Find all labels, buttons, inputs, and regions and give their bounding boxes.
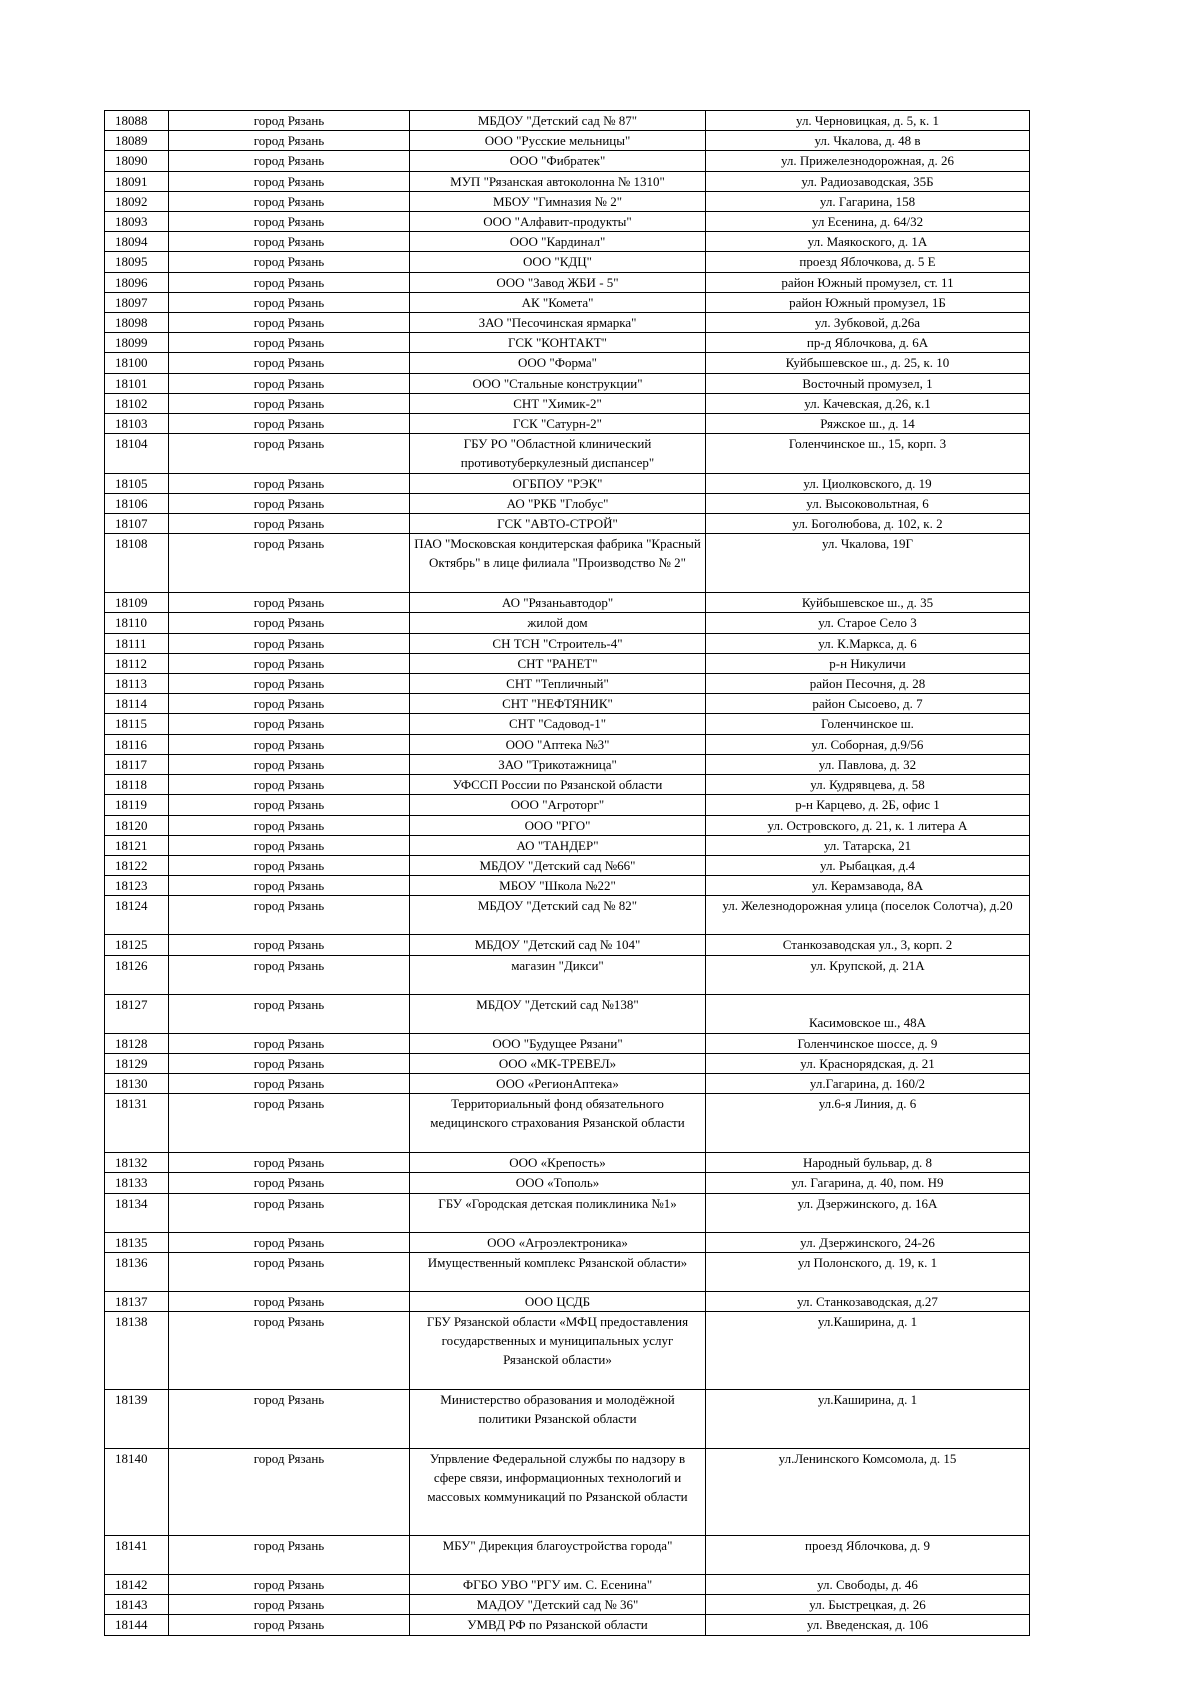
row-number-cell: 18137 [105, 1291, 169, 1311]
table-row [105, 212, 1030, 232]
city-cell: город Рязань [169, 1173, 410, 1193]
table-row [105, 292, 1030, 312]
organization-cell: ООО «МК-ТРЕВЕЛ» [410, 1053, 706, 1073]
organization-cell: ООО «Тополь» [410, 1173, 706, 1193]
city-cell: город Рязань [169, 353, 410, 373]
records-table-body [105, 111, 1030, 1636]
row-number-cell: 18143 [105, 1595, 169, 1615]
address-cell: ул. Крупской, д. 21А [706, 955, 1030, 994]
row-number-cell: 18120 [105, 815, 169, 835]
address-cell: Голенчинское ш., 15, корп. 3 [706, 434, 1030, 473]
row-number-cell: 18114 [105, 694, 169, 714]
city-cell: город Рязань [169, 313, 410, 333]
organization-cell: ООО "Агроторг" [410, 795, 706, 815]
address-cell: ул.Каширина, д. 1 [706, 1311, 1030, 1389]
address-cell: Касимовское ш., 48А [706, 994, 1030, 1033]
table-row [105, 434, 1030, 473]
organization-cell: ООО "Русские мельницы" [410, 131, 706, 151]
address-cell: Станкозаводская ул., 3, корп. 2 [706, 935, 1030, 955]
organization-cell: Министерство образования и молодёжной политики Рязанской области [410, 1389, 706, 1448]
city-cell: город Рязань [169, 171, 410, 191]
address-cell: ул. Станкозаводская, д.27 [706, 1291, 1030, 1311]
organization-cell: жилой дом [410, 613, 706, 633]
row-number-cell: 18096 [105, 272, 169, 292]
address-cell: район Южный промузел, ст. 11 [706, 272, 1030, 292]
table-row [105, 674, 1030, 694]
row-number-cell: 18117 [105, 754, 169, 774]
row-number-cell: 18099 [105, 333, 169, 353]
city-cell: город Рязань [169, 1595, 410, 1615]
city-cell: город Рязань [169, 876, 410, 896]
address-cell: ул. Чкалова, д. 48 в [706, 131, 1030, 151]
organization-cell: Имущественный комплекс Рязанской области» [410, 1252, 706, 1291]
row-number-cell: 18134 [105, 1193, 169, 1232]
city-cell: город Рязань [169, 674, 410, 694]
row-number-cell: 18139 [105, 1389, 169, 1448]
row-number-cell: 18119 [105, 795, 169, 815]
organization-cell: МБДОУ "Детский сад № 104" [410, 935, 706, 955]
table-row [105, 633, 1030, 653]
row-number-cell: 18095 [105, 252, 169, 272]
address-cell: ул. Прижелезнодорожная, д. 26 [706, 151, 1030, 171]
row-number-cell: 18130 [105, 1073, 169, 1093]
organization-cell: МБДОУ "Детский сад № 82" [410, 896, 706, 935]
table-row [105, 694, 1030, 714]
table-row [105, 1232, 1030, 1252]
city-cell: город Рязань [169, 1153, 410, 1173]
address-cell: ул. Островского, д. 21, к. 1 литера А [706, 815, 1030, 835]
city-cell: город Рязань [169, 1033, 410, 1053]
table-row [105, 493, 1030, 513]
row-number-cell: 18128 [105, 1033, 169, 1053]
table-row [105, 1595, 1030, 1615]
table-row [105, 131, 1030, 151]
row-number-cell: 18138 [105, 1311, 169, 1389]
organization-cell: МБДОУ "Детский сад №66" [410, 855, 706, 875]
city-cell: город Рязань [169, 1615, 410, 1635]
row-number-cell: 18118 [105, 775, 169, 795]
address-cell: район Песочня, д. 28 [706, 674, 1030, 694]
city-cell: город Рязань [169, 653, 410, 673]
table-row [105, 754, 1030, 774]
organization-cell: СНТ "Тепличный" [410, 674, 706, 694]
row-number-cell: 18129 [105, 1053, 169, 1073]
address-cell: ул. Высоковольтная, 6 [706, 493, 1030, 513]
address-cell: ул. Черновицкая, д. 5, к. 1 [706, 111, 1030, 131]
city-cell: город Рязань [169, 232, 410, 252]
address-cell: ул. Татарска, 21 [706, 835, 1030, 855]
organization-cell: СН ТСН "Строитель-4" [410, 633, 706, 653]
city-cell: город Рязань [169, 151, 410, 171]
table-row [105, 876, 1030, 896]
organization-cell: СНТ "Химик-2" [410, 393, 706, 413]
table-row [105, 855, 1030, 875]
row-number-cell: 18109 [105, 593, 169, 613]
organization-cell: СНТ "НЕФТЯНИК" [410, 694, 706, 714]
address-cell: ул. Старое Село 3 [706, 613, 1030, 633]
table-row [105, 191, 1030, 211]
table-row [105, 896, 1030, 935]
address-cell: ул. Краснорядская, д. 21 [706, 1053, 1030, 1073]
row-number-cell: 18125 [105, 935, 169, 955]
address-cell: ул.Гагарина, д. 160/2 [706, 1073, 1030, 1093]
row-number-cell: 18111 [105, 633, 169, 653]
address-cell: ул. Дзержинского, 24-26 [706, 1232, 1030, 1252]
row-number-cell: 18100 [105, 353, 169, 373]
organization-cell: ГБУ Рязанской области «МФЦ предоставления государственных и муниципальных услуг Рязанской области» [410, 1311, 706, 1389]
row-number-cell: 18106 [105, 493, 169, 513]
city-cell: город Рязань [169, 434, 410, 473]
address-cell: Восточный промузел, 1 [706, 373, 1030, 393]
organization-cell: ООО "Завод ЖБИ - 5" [410, 272, 706, 292]
city-cell: город Рязань [169, 795, 410, 815]
organization-cell: ООО «Крепость» [410, 1153, 706, 1173]
table-row [105, 534, 1030, 593]
table-row [105, 1053, 1030, 1073]
organization-cell: ООО "РГО" [410, 815, 706, 835]
row-number-cell: 18110 [105, 613, 169, 633]
address-cell: ул. Чкалова, 19Г [706, 534, 1030, 593]
address-cell: ул. Зубковой, д.26а [706, 313, 1030, 333]
table-row [105, 1193, 1030, 1232]
organization-cell: МБОУ "Школа №22" [410, 876, 706, 896]
row-number-cell: 18105 [105, 473, 169, 493]
organization-cell: ООО "Будущее Рязани" [410, 1033, 706, 1053]
city-cell: город Рязань [169, 714, 410, 734]
row-number-cell: 18131 [105, 1094, 169, 1153]
address-cell: Куйбышевское ш., д. 25, к. 10 [706, 353, 1030, 373]
organization-cell: АО "РКБ "Глобус" [410, 493, 706, 513]
table-row [105, 1291, 1030, 1311]
city-cell: город Рязань [169, 896, 410, 935]
city-cell: город Рязань [169, 212, 410, 232]
table-row [105, 593, 1030, 613]
row-number-cell: 18121 [105, 835, 169, 855]
city-cell: город Рязань [169, 593, 410, 613]
organization-cell: ООО "Форма" [410, 353, 706, 373]
table-row [105, 1073, 1030, 1093]
city-cell: город Рязань [169, 935, 410, 955]
city-cell: город Рязань [169, 272, 410, 292]
table-row [105, 393, 1030, 413]
city-cell: город Рязань [169, 414, 410, 434]
city-cell: город Рязань [169, 775, 410, 795]
city-cell: город Рязань [169, 1193, 410, 1232]
row-number-cell: 18093 [105, 212, 169, 232]
table-row [105, 514, 1030, 534]
city-cell: город Рязань [169, 1311, 410, 1389]
address-cell: ул. Железнодорожная улица (поселок Солотча), д.20 [706, 896, 1030, 935]
row-number-cell: 18094 [105, 232, 169, 252]
city-cell: город Рязань [169, 835, 410, 855]
city-cell: город Рязань [169, 1389, 410, 1448]
table-row [105, 1311, 1030, 1389]
table-row [105, 994, 1030, 1033]
address-cell: ул. Качевская, д.26, к.1 [706, 393, 1030, 413]
table-row [105, 252, 1030, 272]
organization-cell: ООО "Кардинал" [410, 232, 706, 252]
organization-cell: ЗАО "Песочинская ярмарка" [410, 313, 706, 333]
table-row [105, 714, 1030, 734]
table-row [105, 373, 1030, 393]
city-cell: город Рязань [169, 815, 410, 835]
table-row [105, 414, 1030, 434]
organization-cell: АО "Рязаньавтодор" [410, 593, 706, 613]
organization-cell: МУП "Рязанская автоколонна № 1310" [410, 171, 706, 191]
city-cell: город Рязань [169, 473, 410, 493]
table-row [105, 473, 1030, 493]
row-number-cell: 18141 [105, 1535, 169, 1574]
address-cell: ул. Боголюбова, д. 102, к. 2 [706, 514, 1030, 534]
organization-cell: ГСК "КОНТАКТ" [410, 333, 706, 353]
table-row [105, 1448, 1030, 1535]
address-cell: ул. Гагарина, д. 40, пом. Н9 [706, 1173, 1030, 1193]
organization-cell: СНТ "Садовод-1" [410, 714, 706, 734]
table-row [105, 313, 1030, 333]
row-number-cell: 18127 [105, 994, 169, 1033]
address-cell: район Южный промузел, 1Б [706, 292, 1030, 312]
organization-cell: ООО "Аптека №3" [410, 734, 706, 754]
city-cell: город Рязань [169, 1574, 410, 1594]
address-cell: ул. Дзержинского, д. 16А [706, 1193, 1030, 1232]
city-cell: город Рязань [169, 1535, 410, 1574]
organization-cell: ПАО "Московская кондитерская фабрика "Красный Октябрь" в лице филиала "Производство № 2" [410, 534, 706, 593]
table-row [105, 955, 1030, 994]
address-cell: Голенчинское ш. [706, 714, 1030, 734]
city-cell: город Рязань [169, 694, 410, 714]
row-number-cell: 18144 [105, 1615, 169, 1635]
table-row [105, 1389, 1030, 1448]
table-row [105, 353, 1030, 373]
address-cell: ул.Каширина, д. 1 [706, 1389, 1030, 1448]
table-row [105, 1574, 1030, 1594]
row-number-cell: 18126 [105, 955, 169, 994]
city-cell: город Рязань [169, 493, 410, 513]
city-cell: город Рязань [169, 1053, 410, 1073]
address-cell: ул. Павлова, д. 32 [706, 754, 1030, 774]
table-row [105, 111, 1030, 131]
row-number-cell: 18088 [105, 111, 169, 131]
city-cell: город Рязань [169, 734, 410, 754]
row-number-cell: 18140 [105, 1448, 169, 1535]
organization-cell: ГСК "АВТО-СТРОЙ" [410, 514, 706, 534]
city-cell: город Рязань [169, 1094, 410, 1153]
row-number-cell: 18108 [105, 534, 169, 593]
row-number-cell: 18104 [105, 434, 169, 473]
table-row [105, 815, 1030, 835]
organization-cell: ООО «РегионАптека» [410, 1073, 706, 1093]
address-cell: район Сысоево, д. 7 [706, 694, 1030, 714]
row-number-cell: 18107 [105, 514, 169, 534]
organization-cell: ООО ЦСДБ [410, 1291, 706, 1311]
table-row [105, 272, 1030, 292]
address-cell: ул. Гагарина, 158 [706, 191, 1030, 211]
address-cell: ул. Соборная, д.9/56 [706, 734, 1030, 754]
city-cell: город Рязань [169, 1073, 410, 1093]
address-cell: ул Есенина, д. 64/32 [706, 212, 1030, 232]
records-table [104, 110, 1030, 1636]
table-row [105, 835, 1030, 855]
address-cell: Ряжское ш., д. 14 [706, 414, 1030, 434]
address-cell: ул. Свободы, д. 46 [706, 1574, 1030, 1594]
city-cell: город Рязань [169, 252, 410, 272]
organization-cell: МБОУ "Гимназия № 2" [410, 191, 706, 211]
address-cell: ул. Введенская, д. 106 [706, 1615, 1030, 1635]
table-row [105, 1033, 1030, 1053]
organization-cell: ГБУ «Городская детская поликлиника №1» [410, 1193, 706, 1232]
organization-cell: ООО "Фибратек" [410, 151, 706, 171]
table-row [105, 171, 1030, 191]
city-cell: город Рязань [169, 1448, 410, 1535]
city-cell: город Рязань [169, 955, 410, 994]
organization-cell: ООО "Стальные конструкции" [410, 373, 706, 393]
city-cell: город Рязань [169, 1252, 410, 1291]
organization-cell: Территориальный фонд обязательного медицинского страхования Рязанской области [410, 1094, 706, 1153]
address-cell: Народный бульвар, д. 8 [706, 1153, 1030, 1173]
row-number-cell: 18142 [105, 1574, 169, 1594]
city-cell: город Рязань [169, 534, 410, 593]
table-row [105, 333, 1030, 353]
organization-cell: ООО «Агроэлектроника» [410, 1232, 706, 1252]
row-number-cell: 18116 [105, 734, 169, 754]
city-cell: город Рязань [169, 633, 410, 653]
table-row [105, 1094, 1030, 1153]
row-number-cell: 18132 [105, 1153, 169, 1173]
city-cell: город Рязань [169, 373, 410, 393]
organization-cell: УМВД РФ по Рязанской области [410, 1615, 706, 1635]
row-number-cell: 18091 [105, 171, 169, 191]
city-cell: город Рязань [169, 754, 410, 774]
city-cell: город Рязань [169, 994, 410, 1033]
address-cell: ул. Маякоского, д. 1А [706, 232, 1030, 252]
table-row [105, 1535, 1030, 1574]
row-number-cell: 18122 [105, 855, 169, 875]
table-row [105, 232, 1030, 252]
row-number-cell: 18102 [105, 393, 169, 413]
organization-cell: МАДОУ "Детский сад № 36" [410, 1595, 706, 1615]
city-cell: город Рязань [169, 1291, 410, 1311]
table-row [105, 613, 1030, 633]
city-cell: город Рязань [169, 613, 410, 633]
address-cell: ул. Радиозаводская, 35Б [706, 171, 1030, 191]
address-cell: пр-д Яблочкова, д. 6А [706, 333, 1030, 353]
table-row [105, 734, 1030, 754]
city-cell: город Рязань [169, 1232, 410, 1252]
city-cell: город Рязань [169, 514, 410, 534]
table-row [105, 1615, 1030, 1635]
city-cell: город Рязань [169, 333, 410, 353]
address-cell: ул. Кудрявцева, д. 58 [706, 775, 1030, 795]
organization-cell: ГБУ РО "Областной клинический противотуберкулезный диспансер" [410, 434, 706, 473]
table-row [105, 1252, 1030, 1291]
address-cell: проезд Яблочкова, д. 9 [706, 1535, 1030, 1574]
organization-cell: Упрвление Федеральной службы по надзору в сфере связи, информационных технологий и массовых коммуникаций по Рязанской области [410, 1448, 706, 1535]
address-cell: р-н Никуличи [706, 653, 1030, 673]
address-cell: ул Полонского, д. 19, к. 1 [706, 1252, 1030, 1291]
row-number-cell: 18097 [105, 292, 169, 312]
organization-cell: УФССП России по Рязанской области [410, 775, 706, 795]
address-cell: ул. Керамзавода, 8А [706, 876, 1030, 896]
row-number-cell: 18092 [105, 191, 169, 211]
address-cell: ул. Рыбацкая, д.4 [706, 855, 1030, 875]
row-number-cell: 18123 [105, 876, 169, 896]
organization-cell: МБУ" Дирекция благоустройства города" [410, 1535, 706, 1574]
city-cell: город Рязань [169, 191, 410, 211]
organization-cell: МБДОУ "Детский сад №138" [410, 994, 706, 1033]
row-number-cell: 18136 [105, 1252, 169, 1291]
address-cell: Голенчинское шоссе, д. 9 [706, 1033, 1030, 1053]
address-cell: ул. Циолковского, д. 19 [706, 473, 1030, 493]
row-number-cell: 18090 [105, 151, 169, 171]
row-number-cell: 18103 [105, 414, 169, 434]
address-cell: р-н Карцево, д. 2Б, офис 1 [706, 795, 1030, 815]
table-row [105, 653, 1030, 673]
row-number-cell: 18101 [105, 373, 169, 393]
city-cell: город Рязань [169, 111, 410, 131]
organization-cell: АО "ТАНДЕР" [410, 835, 706, 855]
organization-cell: ООО "КДЦ" [410, 252, 706, 272]
organization-cell: ФГБО УВО "РГУ им. С. Есенина" [410, 1574, 706, 1594]
city-cell: город Рязань [169, 292, 410, 312]
city-cell: город Рязань [169, 131, 410, 151]
address-cell: ул. К.Маркса, д. 6 [706, 633, 1030, 653]
table-row [105, 795, 1030, 815]
row-number-cell: 18115 [105, 714, 169, 734]
address-cell: ул.Ленинского Комсомола, д. 15 [706, 1448, 1030, 1535]
organization-cell: ГСК "Сатурн-2" [410, 414, 706, 434]
organization-cell: ОГБПОУ "РЭК" [410, 473, 706, 493]
city-cell: город Рязань [169, 393, 410, 413]
row-number-cell: 18135 [105, 1232, 169, 1252]
address-cell: Куйбышевское ш., д. 35 [706, 593, 1030, 613]
table-row [105, 1153, 1030, 1173]
row-number-cell: 18089 [105, 131, 169, 151]
organization-cell: МБДОУ "Детский сад № 87" [410, 111, 706, 131]
table-row [105, 775, 1030, 795]
row-number-cell: 18113 [105, 674, 169, 694]
row-number-cell: 18112 [105, 653, 169, 673]
organization-cell: магазин "Дикси" [410, 955, 706, 994]
table-row [105, 151, 1030, 171]
city-cell: город Рязань [169, 855, 410, 875]
table-row [105, 1173, 1030, 1193]
table-row [105, 935, 1030, 955]
address-cell: ул.6-я Линия, д. 6 [706, 1094, 1030, 1153]
row-number-cell: 18124 [105, 896, 169, 935]
organization-cell: АК "Комета" [410, 292, 706, 312]
row-number-cell: 18133 [105, 1173, 169, 1193]
address-cell: проезд Яблочкова, д. 5 Е [706, 252, 1030, 272]
organization-cell: ЗАО "Трикотажница" [410, 754, 706, 774]
organization-cell: СНТ "РАНЕТ" [410, 653, 706, 673]
organization-cell: ООО "Алфавит-продукты" [410, 212, 706, 232]
row-number-cell: 18098 [105, 313, 169, 333]
address-cell: ул. Быстрецкая, д. 26 [706, 1595, 1030, 1615]
